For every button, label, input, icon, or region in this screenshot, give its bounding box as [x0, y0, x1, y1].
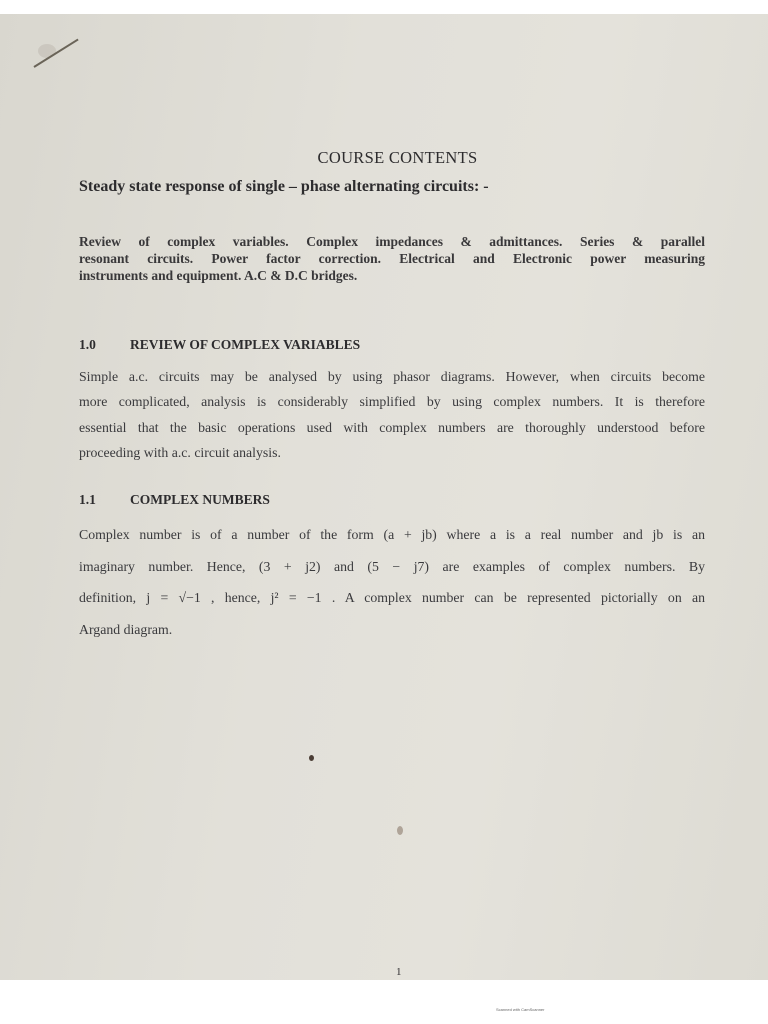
course-contents-title: COURSE CONTENTS [317, 148, 478, 167]
section-title: COMPLEX NUMBERS [130, 492, 270, 507]
section-1-0-paragraph [79, 364, 705, 465]
paragraph-line: essential that the basic operations used with complex numbers are thoroughly understood before [79, 419, 705, 435]
paragraph-line: definition, j = √−1 , hence, j² = −1 . A complex number can be represented pictorially on an [79, 590, 705, 605]
paragraph-line: Complex number is of a number of the form (a + jb) where a is a real number and jb is an [79, 527, 705, 542]
section-title: REVIEW OF COMPLEX VARIABLES [130, 337, 361, 352]
paragraph-line: proceeding with a.c. circuit analysis. [79, 444, 281, 460]
intro-paragraph [79, 234, 705, 285]
page-number: 1 [396, 966, 402, 978]
intro-line: Review of complex variables. Complex impedances & admittances. Series & parallel [79, 234, 705, 249]
intro-line: instruments and equipment. A.C & D.C bridges. [79, 268, 358, 283]
course-subtitle: Steady state response of single – phase alternating circuits: - [79, 178, 489, 195]
section-heading-1-1 [79, 492, 270, 508]
scanner-footer: Scanned with CamScanner [496, 1007, 545, 1012]
paragraph-line: Argand diagram. [79, 621, 173, 637]
section-heading-1-0 [79, 337, 360, 353]
intro-line: resonant circuits. Power factor correction. Electrical and Electronic power measuring [79, 251, 705, 266]
ink-dot [309, 755, 314, 761]
section-number: 1.0 [79, 337, 96, 352]
section-number: 1.1 [79, 492, 96, 507]
paper-smudge [397, 826, 403, 835]
paragraph-line: Simple a.c. circuits may be analysed by using phasor diagrams. However, when circuits become [79, 369, 705, 384]
paragraph-line: more complicated, analysis is considerably simplified by using complex numbers. It is therefore [79, 394, 705, 410]
section-1-1-paragraph [79, 519, 705, 645]
paragraph-line: imaginary number. Hence, (3 + j2) and (5 − j7) are examples of complex numbers. By [79, 558, 705, 574]
